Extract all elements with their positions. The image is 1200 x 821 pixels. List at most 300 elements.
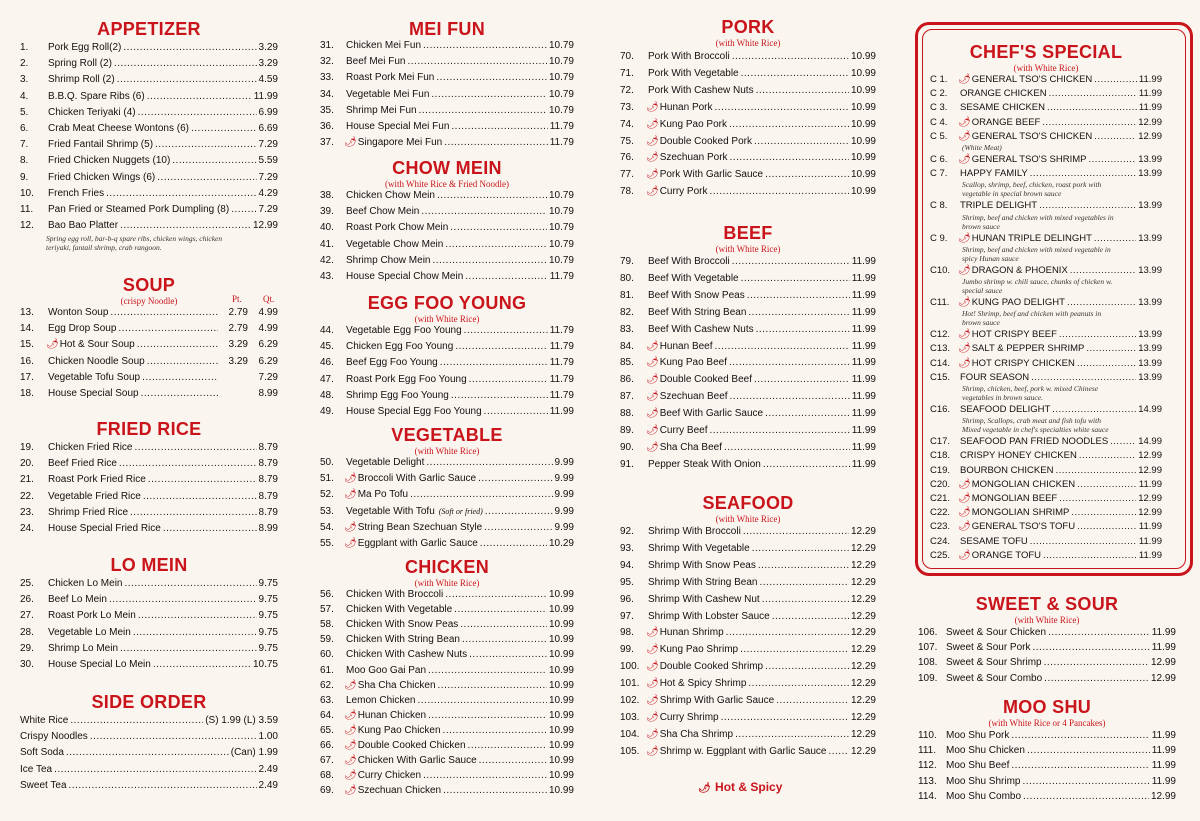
item-name: Hunan Beef [659,340,713,352]
item-code: C 3. [930,102,948,114]
chef-special-item [930,130,1162,144]
dot-leader [157,170,256,186]
pepper-icon: 🌶︎ [344,137,357,149]
dot-leader [715,339,850,355]
item-name: Kung Pao Shrimp [659,644,739,656]
menu-item [918,789,1176,805]
menu-item [20,505,278,521]
pepper-icon: 🌶︎ [646,374,659,386]
dot-leader [124,576,256,592]
item-description: Shrimp, Scallops, crab meat and fish tofu with Mixed vegetable in chef's specialties white sauce [962,416,1109,435]
item-price: 5.59 [258,155,278,167]
item-name: ORANGE TOFU [971,549,1042,561]
item-name: Fried Fantail Shrimp (5) [48,139,154,151]
item-number: 106. [918,627,938,638]
chef-special-item [930,199,1162,213]
item-number: 57. [320,604,334,616]
item-name: Egg Drop Soup [48,323,117,335]
item-name: Beef With Broccoli [648,256,730,267]
menu-item [620,710,876,726]
item-number: 48. [320,389,334,401]
menu-item [320,237,574,253]
item-name: Chicken Noodle Soup [48,355,145,367]
item-price: 11.99 [851,272,876,284]
item-name: Shrimp Egg Foo Young [346,389,449,401]
item-number: 101. [620,678,640,690]
dot-leader [730,389,850,405]
item-name: Pepper Steak With Onion [648,458,761,470]
item-number: 97. [620,610,634,622]
item-price: 8.79 [258,490,278,502]
item-price: 13.99 [1138,297,1162,308]
dot-leader [1022,774,1149,790]
menu-item [620,355,876,371]
dot-leader [428,708,547,724]
item-name: HUNAN TRIPLE DELINGHT [971,232,1092,244]
item-name: Moo Shu Combo [946,790,1022,802]
menu-item [20,40,278,56]
menu-item [20,778,278,794]
item-price: 13.99 [1138,343,1162,355]
pt-label: Pt. [232,294,242,304]
item-name: Beef With Garlic Sauce [659,408,764,420]
item-name: Shrimp With Lobster Sauce [648,610,770,622]
menu-item [620,100,876,116]
item-name: Sweet & Sour Combo [946,672,1043,684]
item-price: 12.99 [1138,450,1162,462]
section-title: SWEET & SOUR [975,594,1119,614]
item-code: C23. [930,521,951,533]
pepper-icon: 🌶︎ [698,783,711,794]
item-code: C 7. [930,168,948,180]
item-price: 12.29 [850,678,876,690]
menu-item [20,625,278,641]
item-number: 64. [320,709,334,721]
section-subtitle: (with White Rice) [715,38,781,48]
item-code: C12. [930,329,951,341]
section-title: EGG FOO YOUNG [367,293,527,313]
menu-item [620,625,876,641]
item-number: 68. [320,770,334,782]
pepper-icon: 🌶︎ [646,627,659,639]
item-name: Hunan Pork [659,101,713,113]
menu-item [320,188,574,204]
dot-leader [1086,342,1136,356]
item-name: Kung Pao Chicken [357,724,441,736]
item-price: 13.99 [1138,168,1162,180]
item-number: 63. [320,694,334,706]
dot-leader [1042,116,1136,130]
item-number: 27. [20,610,34,622]
item-name: Szechuan Chicken [357,785,442,797]
dot-leader [1059,328,1136,342]
pepper-icon: 🌶︎ [646,711,659,723]
price-pint [220,370,248,386]
item-name: Eggplant with Garlic Sauce [357,538,478,549]
item-number: 104. [620,728,640,740]
dot-leader [1110,435,1136,449]
menu-item [620,575,876,591]
item-number: 30. [20,659,34,670]
item-number: 77. [620,169,634,181]
item-number: 78. [620,186,634,198]
item-price: 9.99 [554,457,574,468]
menu-item [320,119,574,135]
item-price: 11.79 [549,341,574,353]
menu-item [918,671,1176,687]
item-price: 12.29 [850,728,876,740]
pepper-icon: 🌶︎ [646,695,659,706]
pepper-icon: 🌶︎ [646,186,659,198]
dot-leader [191,121,257,137]
item-price: 11.99 [1138,74,1162,85]
item-number: 95. [620,576,634,588]
item-price: 14.99 [1138,436,1162,448]
chef-special-item [930,520,1162,534]
menu-item [20,608,278,624]
item-name: Vegetable Tofu Soup [48,371,141,383]
chef-special-item [930,87,1162,101]
item-price: 9.75 [258,610,278,622]
pepper-icon: 🌶︎ [46,339,59,351]
dot-leader [142,370,218,386]
pepper-icon: 🌶︎ [344,538,357,549]
menu-item [320,253,574,269]
item-number: 28. [20,626,34,638]
item-name: French Fries [48,187,105,199]
item-price: 8.99 [258,523,278,534]
item-name: MONGOLIAN BEEF [971,493,1058,504]
menu-item [20,472,278,488]
item-name: Broccoli With Garlic Sauce [357,473,477,485]
pepper-icon: 🌶︎ [958,478,971,490]
dot-leader [735,727,849,743]
dot-leader [54,762,256,778]
menu-item [20,440,278,456]
item-price: 11.99 [851,323,876,335]
item-number: 71. [620,67,634,79]
dot-leader [730,150,849,166]
pepper-icon: 🌶︎ [344,473,357,485]
item-name: Chicken With String Bean [346,634,460,646]
item-code: C 8. [930,200,948,212]
menu-item [20,105,278,121]
item-name: Double Cooked Beef [659,374,752,386]
item-description: Scallop, shrimp, beef, chicken, roast pork with vegetable in special brown sauce [962,180,1102,199]
item-number: 79. [620,256,634,267]
side-order-section [20,691,278,791]
item-price: 9.99 [554,473,574,485]
item-name: Vegetable With Tofu [346,505,435,517]
menu-item [20,592,278,608]
dot-leader [109,592,257,608]
menu-item [20,89,278,105]
pepper-icon: 🌶︎ [958,154,971,165]
item-name: Sweet & Sour Chicken [946,627,1047,638]
dot-leader [710,423,850,439]
dot-leader [445,587,547,603]
item-number: 45. [320,341,334,353]
dot-leader [1030,167,1136,181]
item-name: HAPPY FAMILY [960,168,1028,180]
chef-special-item [930,464,1162,478]
menu-item [20,121,278,137]
item-number: 100. [620,661,640,673]
item-name: TRIPLE DELIGHT [960,200,1038,212]
menu-item [320,269,574,285]
pepper-icon: 🌶︎ [958,116,971,128]
item-number: 23. [20,506,34,518]
menu-item [20,186,278,202]
seafood-section [620,492,876,757]
item-number: 5. [20,106,29,118]
menu-item [620,406,876,422]
dot-leader [120,218,251,234]
item-name: GENERAL TSO'S CHICKEN [971,130,1093,142]
item-price: 13.99 [1138,329,1162,341]
dot-leader [1047,101,1137,115]
menu-item [320,738,574,754]
item-name: Chicken Teriyaki (4) [48,106,136,118]
item-number: 17. [20,371,34,383]
pepper-icon: 🌶︎ [646,644,659,656]
item-number: 70. [620,51,634,62]
section-title: MEI FUN [408,19,486,39]
item-number: 16. [20,355,34,367]
item-name: Pan Fried or Steamed Pork Dumpling (8) [48,204,230,215]
price-quart: 6.29 [258,355,278,367]
dot-leader [137,337,218,353]
dot-leader [1094,130,1136,144]
item-number: 107. [918,642,938,654]
item-number: 99. [620,644,634,656]
item-name: GENERAL TSO'S TOFU [971,521,1076,533]
chef-special-item [930,371,1162,385]
item-code: C 2. [930,88,948,100]
section-title: CHICKEN [404,557,490,577]
item-number: 93. [620,542,634,554]
item-number: 96. [620,593,634,605]
price-pint [220,386,248,402]
item-price: 4.59 [258,74,278,86]
item-description: Shrimp, beef and chicken with mixed vegetables in brown sauce [962,212,1114,231]
item-price: 10.99 [548,589,574,600]
item-price: 13.99 [1138,232,1162,244]
chef-special-item [930,73,1162,87]
item-number: 56. [320,589,334,600]
item-price: 9.75 [258,626,278,638]
dot-leader [143,489,257,505]
item-price: 12.29 [850,559,876,571]
item-name: Chicken With Vegetable [346,604,453,616]
pepper-icon: 🌶︎ [958,297,971,308]
dot-leader [828,744,849,760]
item-number: 38. [320,190,334,201]
item-price: 10.79 [548,254,574,266]
item-price: 10.79 [548,72,574,84]
dot-leader [765,167,849,183]
dot-leader [484,404,548,420]
item-number: 87. [620,391,634,403]
dot-leader [762,592,849,608]
item-name: Chicken Fried Rice [48,442,133,453]
section-title: FRIED RICE [96,419,202,439]
chef-special-item [930,549,1162,563]
dot-leader [747,288,850,304]
item-name: MONGOLIAN CHICKEN [971,478,1076,490]
pepper-icon: 🌶︎ [344,755,357,767]
price-quart: 4.99 [258,323,278,335]
menu-item [20,762,278,778]
menu-item [918,728,1176,744]
item-price: 10.79 [548,88,574,100]
item-name: SEAFOOD DELIGHT [960,404,1051,415]
item-code: C 1. [930,74,948,85]
item-price: 8.79 [258,442,278,453]
menu-item [320,753,574,769]
item-name: Shrimp With Broccoli [648,526,741,537]
item-name: KUNG PAO DELIGHT [971,297,1065,308]
item-number: 52. [320,489,334,501]
dot-leader [117,72,257,88]
item-name: Curry Beef [659,425,708,436]
item-name: House Special Lo Mein [48,659,151,670]
pepper-icon: 🌶︎ [646,391,659,403]
pepper-icon: 🌶︎ [646,678,659,690]
dot-leader [138,105,257,121]
menu-item [320,663,574,679]
item-code: C25. [930,549,951,561]
menu-item [320,536,574,552]
item-name: Hunan Chicken [357,709,427,721]
dot-leader [469,372,548,388]
item-number: 50. [320,457,334,468]
fried-rice-section [20,418,278,534]
menu-item [20,386,278,402]
item-name: Chicken Egg Foo Young [346,341,454,353]
item-code: C10. [930,264,951,276]
section-subtitle: (with White Rice) [414,578,480,588]
price-quart: 4.99 [258,307,278,318]
item-name: Beef Lo Mein [48,594,107,606]
item-name: Chicken With Broccoli [346,589,444,600]
menu-item [320,632,574,648]
item-number: 58. [320,619,334,631]
item-price: 12.29 [850,610,876,622]
item-number: 41. [320,238,334,250]
item-name: FOUR SEASON [960,371,1030,383]
item-price: 8.79 [258,506,278,518]
dot-leader [106,186,256,202]
item-price: 12.99 [1138,464,1162,476]
item-name: Spring Roll (2) [48,58,112,70]
item-name: Roast Pork Mei Fun [346,72,435,84]
item-price: 12.29 [850,695,876,706]
dot-leader [756,322,850,338]
item-price: 11.99 [549,406,574,417]
dot-leader [758,558,849,574]
menu-item [620,693,876,709]
dot-leader [752,541,849,557]
dot-leader [460,617,547,633]
sweet-sour-section [918,593,1176,684]
item-price: 11.99 [851,306,876,318]
menu-item [620,659,876,675]
price-pint: 2.79 [228,307,248,318]
section-subtitle: (with White Rice) [1013,63,1079,73]
pepper-icon: 🌶︎ [958,264,971,276]
item-name: Beef Fried Rice [48,458,117,470]
item-name: Shrimp With Garlic Sauce [659,695,775,706]
item-name: Sweet Tea [20,779,67,791]
item-name: Moo Goo Gai Pan [346,664,427,676]
item-price: 12.29 [850,711,876,723]
menu-item [20,354,278,370]
menu-item [320,70,574,86]
item-price: 7.29 [258,171,278,183]
item-price: 10.99 [548,755,574,767]
menu-item [320,693,574,709]
item-price: 4.29 [258,187,278,199]
item-price: 6.69 [258,123,278,134]
dot-leader [110,305,218,321]
menu-item [620,167,876,183]
item-number: 112. [918,760,937,772]
dot-leader [440,355,548,371]
item-number: 6. [20,123,29,134]
dot-leader [443,723,547,739]
item-price: 10.99 [850,135,876,147]
item-price: 10.29 [548,538,574,549]
item-name: House Special Egg Foo Young [346,406,482,417]
menu-item [320,339,574,355]
item-name: Moo Shu Shrimp [946,775,1021,787]
item-number: 61. [320,664,334,676]
menu-item [320,372,574,388]
item-number: 83. [620,323,634,335]
dot-leader [444,135,548,151]
item-price: 11.99 [851,289,876,301]
menu-item [620,305,876,321]
dot-leader [155,137,257,153]
dot-leader [172,153,256,169]
item-number: 49. [320,406,334,417]
menu-item [320,38,574,54]
item-price: 3.29 [258,42,278,53]
item-price: 11.99 [1151,642,1176,654]
dot-leader [451,119,547,135]
item-name: Chicken With Cashew Nuts [346,649,468,661]
dot-leader [410,487,552,503]
item-name: Moo Shu Pork [946,730,1010,741]
item-number: 111. [918,745,936,757]
item-number: 1. [20,42,29,53]
item-name: Wonton Soup [48,307,109,318]
item-price: 8.79 [258,474,278,486]
pepper-icon: 🌶︎ [646,357,659,369]
item-name: ORANGE CHICKEN [960,88,1047,100]
menu-item [620,49,876,65]
dot-leader [772,609,849,625]
item-name: Double Cooked Shrimp [659,661,764,673]
dot-leader [119,456,257,472]
item-name: B.B.Q. Spare Ribs (6) [48,90,145,102]
dot-leader [231,202,256,218]
item-name: Szechuan Pork [659,152,728,164]
price-pint: 3.29 [228,355,248,367]
item-price: 10.99 [548,634,574,646]
item-name: Roast Pork Fried Rice [48,474,146,486]
